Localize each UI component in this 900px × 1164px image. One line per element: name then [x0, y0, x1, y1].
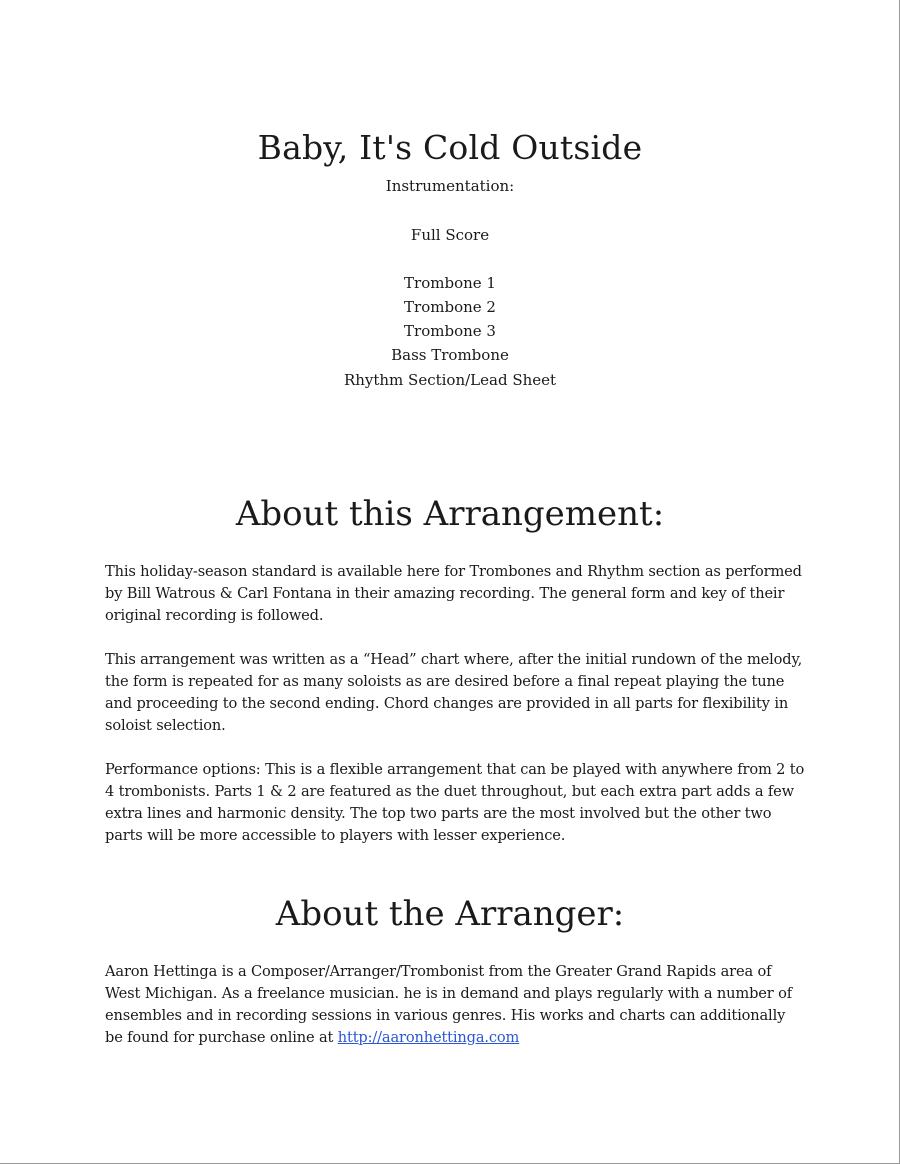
- part-bass-trombone: Bass Trombone: [391, 346, 509, 364]
- instrumentation-label: Instrumentation:: [385, 177, 515, 195]
- document-title: Baby, It's Cold Outside: [257, 128, 643, 167]
- part-trombone-1: Trombone 1: [404, 274, 496, 292]
- arrangement-paragraph-2: This arrangement was written as a “Head” chart where, after the initial rundown of the melody, the form is repeated for as many soloists as are desired before a final repeat playing the tune and proceeding to the second ending. Chord changes are provided in all parts for flexibility in soloist selection.: [105, 651, 803, 734]
- full-score-label: Full Score: [410, 226, 490, 244]
- part-trombone-3: Trombone 3: [404, 322, 496, 340]
- arranger-website-link[interactable]: http://aaronhettinga.com: [337, 1029, 520, 1046]
- arranger-paragraph: [105, 961, 805, 1049]
- arrangement-paragraph-1: This holiday-season standard is available here for Trombones and Rhythm section as performed by Bill Watrous & Carl Fontana in their amazing recording. The general form and key of their original recording is followed.: [105, 563, 802, 624]
- about-arrangement-heading: About this Arrangement:: [235, 494, 665, 534]
- about-arranger-heading: About the Arranger:: [275, 894, 625, 934]
- arranger-bio-text: Aaron Hettinga is a Composer/Arranger/Trombonist from the Greater Grand Rapids area of West Michigan. As a freelance musician. he is in demand and plays regularly with a number of ensembles and in recording sessions in various genres. His works and charts can additionally be found for purchase online at: [105, 963, 792, 1046]
- part-trombone-2: Trombone 2: [404, 298, 496, 316]
- arrangement-paragraph-3: Performance options: This is a flexible arrangement that can be played with anywhere from 2 to 4 trombonists. Parts 1 & 2 are featured as the duet throughout, but each extra part adds a few extra lines and harmonic density. The top two parts are the most involved but the other two parts will be more accessible to players with lesser experience.: [105, 761, 805, 844]
- part-rhythm-section: Rhythm Section/Lead Sheet: [343, 371, 557, 389]
